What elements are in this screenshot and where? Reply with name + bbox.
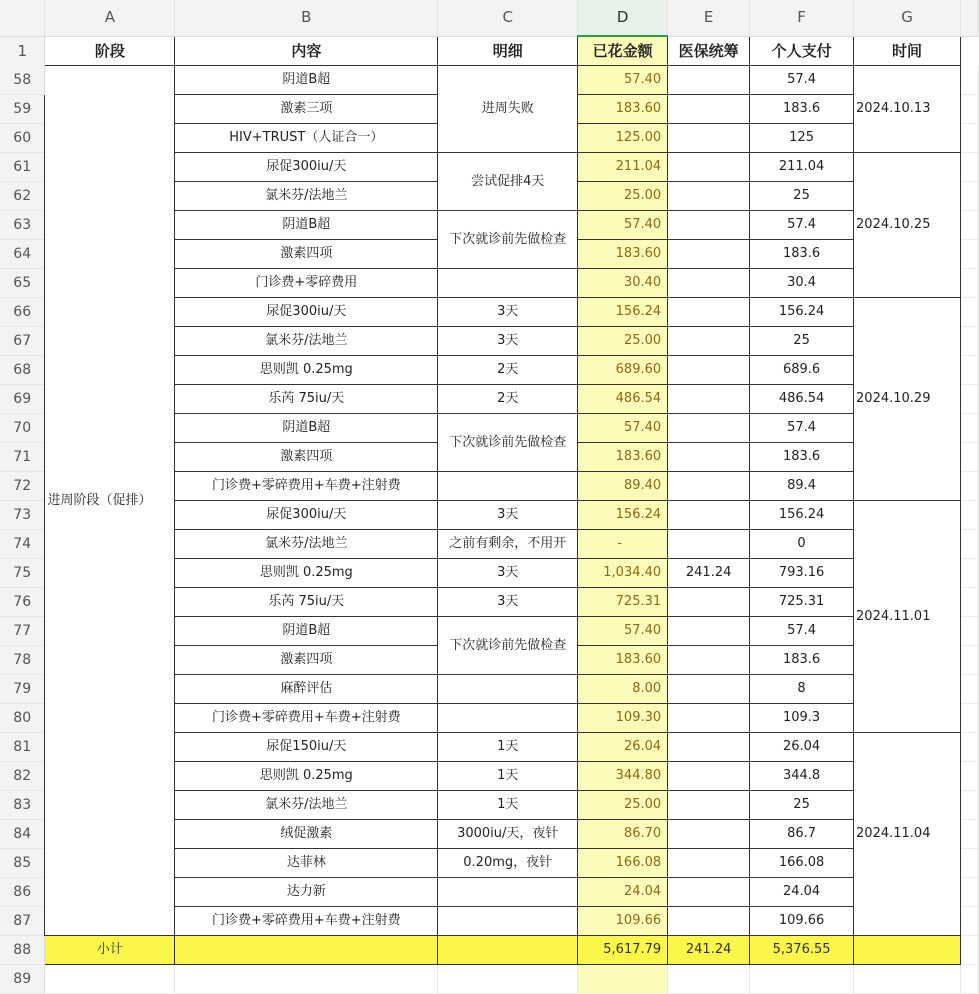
personal-cell[interactable]: 0 xyxy=(750,530,854,559)
column-header-e[interactable]: E xyxy=(668,0,750,36)
insurance-cell[interactable] xyxy=(668,298,750,327)
content-cell[interactable]: 思则凯 0.25mg xyxy=(175,559,438,588)
empty-cell[interactable] xyxy=(960,356,978,385)
personal-cell[interactable]: 25 xyxy=(750,327,854,356)
detail-cell[interactable]: 3天 xyxy=(438,588,578,617)
row-number[interactable]: 89 xyxy=(0,965,45,994)
content-cell[interactable]: 乐芮 75iu/天 xyxy=(175,385,438,414)
date-cell[interactable]: 2024.10.29 xyxy=(854,298,961,501)
empty-cell[interactable] xyxy=(960,530,978,559)
insurance-cell[interactable] xyxy=(668,414,750,443)
select-all-corner[interactable] xyxy=(0,0,45,36)
header-row xyxy=(0,36,979,66)
spent-cell[interactable]: 156.24 xyxy=(578,501,668,530)
spent-cell[interactable]: 57.40 xyxy=(578,211,668,240)
header-date[interactable]: 时间 xyxy=(854,36,961,66)
empty-cell[interactable] xyxy=(960,675,978,704)
column-header-h[interactable] xyxy=(960,0,978,36)
row-number[interactable]: 67 xyxy=(0,327,45,356)
detail-cell[interactable]: 3天 xyxy=(438,559,578,588)
empty-cell[interactable] xyxy=(960,617,978,646)
detail-cell[interactable]: 下次就诊前先做检查 xyxy=(438,617,578,675)
row-number[interactable]: 60 xyxy=(0,124,45,153)
header-spent[interactable]: 已花金额 xyxy=(578,36,668,66)
column-header-b[interactable]: B xyxy=(175,0,438,36)
row-number[interactable]: 65 xyxy=(0,269,45,298)
spent-cell[interactable]: 486.54 xyxy=(578,385,668,414)
personal-cell[interactable]: 725.31 xyxy=(750,588,854,617)
header-personal[interactable]: 个人支付 xyxy=(750,36,854,66)
empty-cell[interactable] xyxy=(960,414,978,443)
empty-cell[interactable] xyxy=(960,385,978,414)
spent-cell[interactable]: 125.00 xyxy=(578,124,668,153)
insurance-cell[interactable] xyxy=(668,617,750,646)
insurance-cell[interactable] xyxy=(668,501,750,530)
spent-cell[interactable]: 57.40 xyxy=(578,414,668,443)
empty-cell[interactable] xyxy=(438,965,578,994)
row-number[interactable]: 63 xyxy=(0,211,45,240)
row-number[interactable]: 62 xyxy=(0,182,45,211)
content-cell[interactable]: 氯米芬/法地兰 xyxy=(175,182,438,211)
personal-cell[interactable]: 344.8 xyxy=(750,762,854,791)
personal-cell[interactable]: 57.4 xyxy=(750,617,854,646)
detail-cell[interactable]: 1天 xyxy=(438,791,578,820)
spent-cell[interactable]: - xyxy=(578,530,668,559)
detail-cell[interactable]: 3天 xyxy=(438,501,578,530)
spent-cell[interactable]: 725.31 xyxy=(578,588,668,617)
empty-cell[interactable] xyxy=(960,472,978,501)
subtotal-spent[interactable]: 5,617.79 xyxy=(578,936,668,965)
personal-cell[interactable]: 793.16 xyxy=(750,559,854,588)
content-cell[interactable]: HIV+TRUST（人证合一） xyxy=(175,124,438,153)
date-cell[interactable]: 2024.10.25 xyxy=(854,153,961,298)
empty-cell[interactable] xyxy=(45,965,175,994)
row-number[interactable]: 86 xyxy=(0,878,45,907)
row-number[interactable]: 74 xyxy=(0,530,45,559)
empty-cell[interactable] xyxy=(960,762,978,791)
row-number[interactable]: 84 xyxy=(0,820,45,849)
content-cell[interactable]: 阴道B超 xyxy=(175,66,438,95)
content-cell[interactable]: 绒促激素 xyxy=(175,820,438,849)
personal-cell[interactable]: 183.6 xyxy=(750,95,854,124)
content-cell[interactable]: 尿促300iu/天 xyxy=(175,153,438,182)
stage-cell[interactable]: 进周阶段（促排） xyxy=(45,66,175,936)
insurance-cell[interactable] xyxy=(668,762,750,791)
insurance-cell[interactable] xyxy=(668,646,750,675)
row-number[interactable]: 87 xyxy=(0,907,45,936)
empty-cell[interactable] xyxy=(960,36,978,66)
content-cell[interactable]: 氯米芬/法地兰 xyxy=(175,327,438,356)
spent-cell[interactable]: 211.04 xyxy=(578,153,668,182)
content-cell[interactable]: 达力新 xyxy=(175,878,438,907)
insurance-cell[interactable] xyxy=(668,443,750,472)
header-insurance[interactable]: 医保统筹 xyxy=(668,36,750,66)
insurance-cell[interactable] xyxy=(668,356,750,385)
empty-cell[interactable] xyxy=(960,443,978,472)
detail-cell[interactable]: 0.20mg，夜针 xyxy=(438,849,578,878)
empty-cell[interactable] xyxy=(960,559,978,588)
empty-cell[interactable] xyxy=(960,936,978,965)
empty-cell[interactable] xyxy=(960,501,978,530)
spent-cell[interactable]: 30.40 xyxy=(578,269,668,298)
personal-cell[interactable]: 57.4 xyxy=(750,66,854,95)
content-cell[interactable]: 尿促300iu/天 xyxy=(175,298,438,327)
spent-cell[interactable]: 156.24 xyxy=(578,298,668,327)
personal-cell[interactable]: 125 xyxy=(750,124,854,153)
spent-cell[interactable]: 109.66 xyxy=(578,907,668,936)
empty-cell[interactable] xyxy=(960,240,978,269)
detail-cell[interactable]: 尝试促排4天 xyxy=(438,153,578,211)
personal-cell[interactable]: 183.6 xyxy=(750,646,854,675)
content-cell[interactable]: 激素三项 xyxy=(175,95,438,124)
header-content[interactable]: 内容 xyxy=(175,36,438,66)
insurance-cell[interactable] xyxy=(668,240,750,269)
empty-cell[interactable] xyxy=(854,965,961,994)
spent-cell[interactable]: 183.60 xyxy=(578,95,668,124)
empty-cell[interactable] xyxy=(960,298,978,327)
row-number[interactable]: 80 xyxy=(0,704,45,733)
row-number[interactable]: 66 xyxy=(0,298,45,327)
empty-cell[interactable] xyxy=(960,791,978,820)
row-number[interactable]: 61 xyxy=(0,153,45,182)
detail-cell[interactable] xyxy=(438,878,578,907)
spent-cell[interactable]: 26.04 xyxy=(578,733,668,762)
row-number[interactable]: 58 xyxy=(0,66,45,95)
insurance-cell[interactable] xyxy=(668,588,750,617)
content-cell[interactable]: 阴道B超 xyxy=(175,211,438,240)
insurance-cell[interactable] xyxy=(668,385,750,414)
content-cell[interactable]: 氯米芬/法地兰 xyxy=(175,530,438,559)
spent-cell[interactable]: 1,034.40 xyxy=(578,559,668,588)
row-number[interactable]: 68 xyxy=(0,356,45,385)
personal-cell[interactable]: 25 xyxy=(750,182,854,211)
insurance-cell[interactable] xyxy=(668,704,750,733)
detail-cell[interactable]: 2天 xyxy=(438,356,578,385)
spent-cell[interactable]: 25.00 xyxy=(578,791,668,820)
subtotal-insurance[interactable]: 241.24 xyxy=(668,936,750,965)
personal-cell[interactable]: 211.04 xyxy=(750,153,854,182)
spent-cell[interactable]: 25.00 xyxy=(578,182,668,211)
table-row xyxy=(0,66,979,95)
insurance-cell[interactable] xyxy=(668,327,750,356)
detail-cell[interactable]: 下次就诊前先做检查 xyxy=(438,414,578,472)
content-cell[interactable]: 阴道B超 xyxy=(175,414,438,443)
personal-cell[interactable]: 109.3 xyxy=(750,704,854,733)
content-cell[interactable]: 麻醉评估 xyxy=(175,675,438,704)
spent-cell[interactable]: 57.40 xyxy=(578,66,668,95)
content-cell[interactable]: 思则凯 0.25mg xyxy=(175,762,438,791)
personal-cell[interactable]: 57.4 xyxy=(750,211,854,240)
empty-cell[interactable] xyxy=(175,965,438,994)
spent-cell[interactable]: 57.40 xyxy=(578,617,668,646)
insurance-cell[interactable] xyxy=(668,820,750,849)
content-cell[interactable]: 门诊费+零碎费用+车费+注射费 xyxy=(175,907,438,936)
column-header-f[interactable]: F xyxy=(750,0,854,36)
personal-cell[interactable]: 109.66 xyxy=(750,907,854,936)
header-stage[interactable]: 阶段 xyxy=(45,36,175,66)
empty-cell[interactable] xyxy=(578,965,668,994)
row-number[interactable]: 64 xyxy=(0,240,45,269)
empty-cell[interactable] xyxy=(960,95,978,124)
empty-cell[interactable] xyxy=(960,965,978,994)
content-cell[interactable]: 激素四项 xyxy=(175,240,438,269)
subtotal-personal[interactable]: 5,376.55 xyxy=(750,936,854,965)
detail-cell[interactable] xyxy=(438,907,578,936)
content-cell[interactable]: 门诊费+零碎费用+车费+注射费 xyxy=(175,704,438,733)
subtotal-row xyxy=(0,936,979,965)
personal-cell[interactable]: 689.6 xyxy=(750,356,854,385)
empty-cell[interactable] xyxy=(960,646,978,675)
insurance-cell[interactable] xyxy=(668,907,750,936)
column-header-d[interactable]: D xyxy=(578,0,668,36)
personal-cell[interactable]: 86.7 xyxy=(750,820,854,849)
personal-cell[interactable]: 183.6 xyxy=(750,443,854,472)
personal-cell[interactable]: 26.04 xyxy=(750,733,854,762)
empty-cell[interactable] xyxy=(960,124,978,153)
table-row xyxy=(0,965,979,994)
spent-cell[interactable]: 8.00 xyxy=(578,675,668,704)
subtotal-label[interactable]: 小计 xyxy=(45,936,175,965)
personal-cell[interactable]: 156.24 xyxy=(750,298,854,327)
column-header-c[interactable]: C xyxy=(438,0,578,36)
date-cell[interactable]: 2024.11.01 xyxy=(854,501,961,733)
spent-cell[interactable]: 109.30 xyxy=(578,704,668,733)
empty-cell[interactable] xyxy=(960,704,978,733)
content-cell[interactable]: 门诊费+零碎费用+车费+注射费 xyxy=(175,472,438,501)
row-number[interactable]: 73 xyxy=(0,501,45,530)
row-number[interactable]: 70 xyxy=(0,414,45,443)
spent-cell[interactable]: 24.04 xyxy=(578,878,668,907)
detail-cell[interactable]: 进周失败 xyxy=(438,66,578,153)
personal-cell[interactable]: 486.54 xyxy=(750,385,854,414)
subtotal-detail-cell[interactable] xyxy=(438,936,578,965)
column-header-a[interactable]: A xyxy=(45,0,175,36)
empty-cell[interactable] xyxy=(960,588,978,617)
personal-cell[interactable]: 25 xyxy=(750,791,854,820)
empty-cell[interactable] xyxy=(960,153,978,182)
personal-cell[interactable]: 183.6 xyxy=(750,240,854,269)
insurance-cell[interactable] xyxy=(668,211,750,240)
empty-cell[interactable] xyxy=(960,211,978,240)
insurance-cell[interactable] xyxy=(668,269,750,298)
row-number[interactable]: 88 xyxy=(0,936,45,965)
insurance-cell[interactable] xyxy=(668,878,750,907)
empty-cell[interactable] xyxy=(960,327,978,356)
detail-cell[interactable] xyxy=(438,269,578,298)
date-cell[interactable]: 2024.10.13 xyxy=(854,66,961,153)
detail-cell[interactable]: 2天 xyxy=(438,385,578,414)
insurance-cell[interactable] xyxy=(668,182,750,211)
row-number[interactable]: 1 xyxy=(0,36,45,66)
content-cell[interactable]: 激素四项 xyxy=(175,646,438,675)
detail-cell[interactable]: 3天 xyxy=(438,327,578,356)
detail-cell[interactable]: 3000iu/天，夜针 xyxy=(438,820,578,849)
spent-cell[interactable]: 25.00 xyxy=(578,327,668,356)
row-number[interactable]: 85 xyxy=(0,849,45,878)
content-cell[interactable]: 乐芮 75iu/天 xyxy=(175,588,438,617)
spent-cell[interactable]: 89.40 xyxy=(578,472,668,501)
column-header-row xyxy=(0,0,979,36)
detail-cell[interactable] xyxy=(438,675,578,704)
row-number[interactable]: 79 xyxy=(0,675,45,704)
spent-cell[interactable]: 183.60 xyxy=(578,443,668,472)
insurance-cell[interactable] xyxy=(668,530,750,559)
insurance-cell[interactable] xyxy=(668,66,750,95)
empty-cell[interactable] xyxy=(960,733,978,762)
spent-cell[interactable]: 86.70 xyxy=(578,820,668,849)
content-cell[interactable]: 尿促300iu/天 xyxy=(175,501,438,530)
empty-cell[interactable] xyxy=(750,965,854,994)
personal-cell[interactable]: 166.08 xyxy=(750,849,854,878)
detail-cell[interactable] xyxy=(438,472,578,501)
row-number[interactable]: 78 xyxy=(0,646,45,675)
content-cell[interactable]: 尿促150iu/天 xyxy=(175,733,438,762)
empty-cell[interactable] xyxy=(960,907,978,936)
empty-cell[interactable] xyxy=(960,878,978,907)
insurance-cell[interactable] xyxy=(668,95,750,124)
personal-cell[interactable]: 8 xyxy=(750,675,854,704)
empty-cell[interactable] xyxy=(960,269,978,298)
insurance-cell[interactable] xyxy=(668,849,750,878)
content-cell[interactable]: 思则凯 0.25mg xyxy=(175,356,438,385)
empty-cell[interactable] xyxy=(668,965,750,994)
insurance-cell[interactable] xyxy=(668,733,750,762)
spent-cell[interactable]: 183.60 xyxy=(578,240,668,269)
spent-cell[interactable]: 689.60 xyxy=(578,356,668,385)
personal-cell[interactable]: 30.4 xyxy=(750,269,854,298)
content-cell[interactable]: 阴道B超 xyxy=(175,617,438,646)
personal-cell[interactable]: 156.24 xyxy=(750,501,854,530)
insurance-cell[interactable] xyxy=(668,675,750,704)
insurance-cell[interactable] xyxy=(668,791,750,820)
empty-cell[interactable] xyxy=(960,820,978,849)
content-cell[interactable]: 门诊费+零碎费用 xyxy=(175,269,438,298)
row-number[interactable]: 59 xyxy=(0,95,45,124)
content-cell[interactable]: 达菲林 xyxy=(175,849,438,878)
row-number[interactable]: 83 xyxy=(0,791,45,820)
date-cell[interactable]: 2024.11.04 xyxy=(854,733,961,936)
row-number[interactable]: 69 xyxy=(0,385,45,414)
content-cell[interactable]: 氯米芬/法地兰 xyxy=(175,791,438,820)
detail-cell[interactable] xyxy=(438,704,578,733)
personal-cell[interactable]: 24.04 xyxy=(750,878,854,907)
detail-cell[interactable]: 之前有剩余，不用开 xyxy=(438,530,578,559)
spent-cell[interactable]: 183.60 xyxy=(578,646,668,675)
content-cell[interactable]: 激素四项 xyxy=(175,443,438,472)
spent-cell[interactable]: 166.08 xyxy=(578,849,668,878)
detail-cell[interactable]: 1天 xyxy=(438,733,578,762)
insurance-cell[interactable] xyxy=(668,153,750,182)
row-number[interactable]: 77 xyxy=(0,617,45,646)
detail-cell[interactable]: 1天 xyxy=(438,762,578,791)
row-number[interactable]: 75 xyxy=(0,559,45,588)
empty-cell[interactable] xyxy=(960,66,978,95)
insurance-cell[interactable] xyxy=(668,124,750,153)
row-number[interactable]: 81 xyxy=(0,733,45,762)
personal-cell[interactable]: 57.4 xyxy=(750,414,854,443)
detail-cell[interactable]: 下次就诊前先做检查 xyxy=(438,211,578,269)
subtotal-content-cell[interactable] xyxy=(175,936,438,965)
insurance-cell[interactable] xyxy=(668,472,750,501)
spent-cell[interactable]: 344.80 xyxy=(578,762,668,791)
insurance-cell[interactable]: 241.24 xyxy=(668,559,750,588)
row-number[interactable]: 71 xyxy=(0,443,45,472)
personal-cell[interactable]: 89.4 xyxy=(750,472,854,501)
row-number[interactable]: 82 xyxy=(0,762,45,791)
empty-cell[interactable] xyxy=(960,849,978,878)
detail-cell[interactable]: 3天 xyxy=(438,298,578,327)
subtotal-date-cell[interactable] xyxy=(854,936,961,965)
row-number[interactable]: 76 xyxy=(0,588,45,617)
column-header-g[interactable]: G xyxy=(854,0,961,36)
row-number[interactable]: 72 xyxy=(0,472,45,501)
empty-cell[interactable] xyxy=(960,182,978,211)
header-detail[interactable]: 明细 xyxy=(438,36,578,66)
